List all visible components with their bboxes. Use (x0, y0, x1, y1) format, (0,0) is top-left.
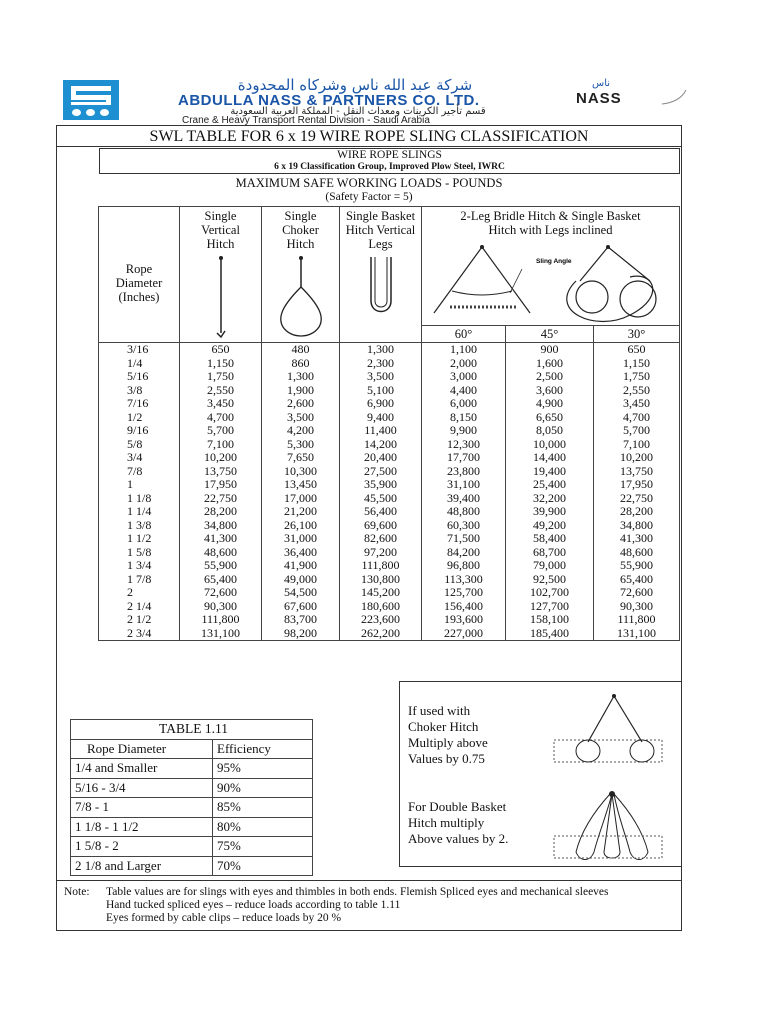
choker-cell: 83,700 (262, 613, 340, 627)
angle-30-cell: 34,800 (594, 519, 680, 533)
angle-30-cell: 41,300 (594, 532, 680, 546)
rope-diameter-cell: 3/4 (99, 451, 180, 465)
choker-cell: 21,200 (262, 505, 340, 519)
basket-note-line3: Above values by 2. (408, 831, 509, 846)
angle-60-cell: 4,400 (422, 384, 506, 398)
basket-cell: 35,900 (340, 478, 422, 492)
angle-60-header: 60° (422, 326, 506, 343)
table-row (99, 559, 680, 573)
rope-diameter-cell: 7/8 (99, 465, 180, 479)
basket-hitch-header (340, 207, 422, 343)
angle-45-cell: 58,400 (506, 532, 594, 546)
angle-30-cell: 5,700 (594, 424, 680, 438)
table-row (99, 451, 680, 465)
table-row (99, 370, 680, 384)
rope-diameter-cell: 1 7/8 (99, 573, 180, 587)
vertical-cell: 13,750 (180, 465, 262, 479)
efficiency-row (71, 837, 313, 857)
table-row (99, 600, 680, 614)
basket-note (408, 799, 508, 847)
company-name-arabic: شركة عبد الله ناس وشركاه المحدودة (237, 76, 473, 94)
angle-60-cell: 23,800 (422, 465, 506, 479)
angle-30-cell: 48,600 (594, 546, 680, 560)
vertical-cell: 72,600 (180, 586, 262, 600)
choker-hitch-header (262, 207, 340, 343)
vertical-hitch-header (180, 207, 262, 343)
rope-diameter-header (99, 207, 180, 343)
efficiency-diameter-cell: 1/4 and Smaller (71, 759, 213, 779)
choker-cell: 26,100 (262, 519, 340, 533)
angle-60-cell: 9,900 (422, 424, 506, 438)
table-row (99, 397, 680, 411)
basket-cell: 111,800 (340, 559, 422, 573)
footnote-divider (56, 880, 682, 881)
basket-cell: 180,600 (340, 600, 422, 614)
vertical-cell: 4,700 (180, 411, 262, 425)
table-row (99, 613, 680, 627)
table-row (99, 586, 680, 600)
angle-45-cell: 25,400 (506, 478, 594, 492)
basket-cell: 3,500 (340, 370, 422, 384)
rope-diameter-cell: 1 3/4 (99, 559, 180, 573)
bridle-hitch-header (422, 207, 680, 326)
angle-45-cell: 39,900 (506, 505, 594, 519)
sub-header-box (99, 148, 680, 174)
angle-45-cell: 10,000 (506, 438, 594, 452)
basket-cell: 223,600 (340, 613, 422, 627)
basket-cell: 6,900 (340, 397, 422, 411)
angle-60-cell: 39,400 (422, 492, 506, 506)
vertical-cell: 1,150 (180, 357, 262, 371)
vertical-cell: 34,800 (180, 519, 262, 533)
angle-60-cell: 3,000 (422, 370, 506, 384)
table-row (99, 343, 680, 357)
division-name: Crane & Heavy Transport Rental Division - Saudi Arabia (182, 115, 430, 126)
choker-cell: 2,600 (262, 397, 340, 411)
vertical-cell: 17,950 (180, 478, 262, 492)
basket-hitch-icon (361, 253, 401, 317)
angle-30-cell: 7,100 (594, 438, 680, 452)
basket-note-line2: Hitch multiply (408, 815, 485, 830)
title-divider (56, 146, 682, 147)
sub-header-line2: 6 x 19 Classification Group, Improved Plow Steel, IWRC (274, 162, 505, 172)
table-row (99, 357, 680, 371)
choker-note-line1: If used with (408, 703, 471, 718)
sub-header-line3: MAXIMUM SAFE WORKING LOADS - POUNDS (235, 176, 503, 190)
angle-30-cell: 13,750 (594, 465, 680, 479)
choker-note (408, 703, 488, 767)
angle-45-cell: 158,100 (506, 613, 594, 627)
angle-30-cell: 22,750 (594, 492, 680, 506)
choker-hitch-icon (275, 255, 327, 339)
angle-30-cell: 650 (594, 343, 680, 357)
bridle-hitch-header-text: 2-Leg Bridle Hitch & Single Basket Hitch with Legs inclined (460, 209, 641, 237)
vertical-cell: 90,300 (180, 600, 262, 614)
footnote-label: Note: (64, 886, 90, 898)
choker-cell: 17,000 (262, 492, 340, 506)
footnote-line2: Hand tucked spliced eyes – reduce loads according to table 1.11 (106, 899, 401, 911)
rope-diameter-cell: 1 1/4 (99, 505, 180, 519)
choker-cell: 54,500 (262, 586, 340, 600)
angle-60-cell: 6,000 (422, 397, 506, 411)
vertical-cell: 10,200 (180, 451, 262, 465)
table-row (99, 627, 680, 641)
brand-swoosh-icon (660, 86, 690, 108)
bridle-hitch-icon (426, 241, 676, 325)
angle-45-cell: 32,200 (506, 492, 594, 506)
multiplier-note-box (399, 681, 682, 867)
choker-cell: 41,900 (262, 559, 340, 573)
basket-cell: 27,500 (340, 465, 422, 479)
angle-45-cell: 185,400 (506, 627, 594, 641)
vertical-cell: 111,800 (180, 613, 262, 627)
rope-diameter-cell: 3/8 (99, 384, 180, 398)
table-row (99, 478, 680, 492)
angle-60-cell: 1,100 (422, 343, 506, 357)
choker-hitch-header-text: Single Choker Hitch (282, 209, 319, 251)
brand-arabic: ناس (592, 78, 611, 89)
efficiency-diameter-cell: 2 1/8 and Larger (71, 856, 213, 876)
rope-diameter-cell: 9/16 (99, 424, 180, 438)
basket-cell: 69,600 (340, 519, 422, 533)
table-row (99, 573, 680, 587)
choker-cell: 4,200 (262, 424, 340, 438)
basket-note-line1: For Double Basket (408, 799, 507, 814)
angle-45-cell: 8,050 (506, 424, 594, 438)
angle-60-cell: 17,700 (422, 451, 506, 465)
angle-30-cell: 131,100 (594, 627, 680, 641)
footnote-line1: Table values are for slings with eyes and thimbles in both ends. Flemish Spliced eyes and mechanical sleeves (106, 886, 609, 898)
angle-45-cell: 127,700 (506, 600, 594, 614)
angle-45-cell: 102,700 (506, 586, 594, 600)
sub-header-line1: WIRE ROPE SLINGS (337, 149, 442, 161)
basket-cell: 45,500 (340, 492, 422, 506)
angle-45-cell: 19,400 (506, 465, 594, 479)
angle-45-cell: 900 (506, 343, 594, 357)
rope-diameter-cell: 1 (99, 478, 180, 492)
efficiency-value-cell: 90% (213, 778, 313, 798)
angle-45-cell: 79,000 (506, 559, 594, 573)
company-logo (63, 80, 119, 120)
table-row (99, 505, 680, 519)
rope-diameter-cell: 2 1/2 (99, 613, 180, 627)
footnote (64, 886, 609, 925)
angle-60-cell: 227,000 (422, 627, 506, 641)
swl-table (98, 206, 680, 641)
vertical-cell: 41,300 (180, 532, 262, 546)
angle-30-cell: 3,450 (594, 397, 680, 411)
angle-45-cell: 1,600 (506, 357, 594, 371)
angle-60-cell: 84,200 (422, 546, 506, 560)
angle-45-cell: 68,700 (506, 546, 594, 560)
choker-cell: 36,400 (262, 546, 340, 560)
angle-45-cell: 6,650 (506, 411, 594, 425)
efficiency-table-body (71, 759, 313, 876)
rope-diameter-cell: 3/16 (99, 343, 180, 357)
efficiency-row (71, 778, 313, 798)
angle-60-cell: 8,150 (422, 411, 506, 425)
table-row (99, 492, 680, 506)
rope-diameter-cell: 1 1/2 (99, 532, 180, 546)
vertical-cell: 48,600 (180, 546, 262, 560)
double-basket-sling-icon (550, 786, 670, 868)
vertical-cell: 650 (180, 343, 262, 357)
basket-cell: 145,200 (340, 586, 422, 600)
rope-diameter-cell: 7/16 (99, 397, 180, 411)
basket-hitch-header-text: Single Basket Hitch Vertical Legs (345, 209, 416, 251)
angle-45-cell: 49,200 (506, 519, 594, 533)
basket-cell: 1,300 (340, 343, 422, 357)
choker-note-line4: Values by 0.75 (408, 751, 485, 766)
table-row (99, 532, 680, 546)
angle-30-cell: 90,300 (594, 600, 680, 614)
rope-diameter-cell: 1 1/8 (99, 492, 180, 506)
table-row (99, 438, 680, 452)
efficiency-value-cell: 80% (213, 817, 313, 837)
table-row (99, 519, 680, 533)
rope-diameter-cell: 1/4 (99, 357, 180, 371)
vertical-cell: 22,750 (180, 492, 262, 506)
rope-diameter-cell: 5/8 (99, 438, 180, 452)
sub-header-line4: (Safety Factor = 5) (325, 191, 413, 203)
vertical-cell: 1,750 (180, 370, 262, 384)
angle-60-cell: 71,500 (422, 532, 506, 546)
table-row (99, 411, 680, 425)
rope-diameter-cell: 1/2 (99, 411, 180, 425)
basket-cell: 5,100 (340, 384, 422, 398)
efficiency-diameter-cell: 1 5/8 - 2 (71, 837, 213, 857)
angle-30-cell: 1,150 (594, 357, 680, 371)
basket-cell: 14,200 (340, 438, 422, 452)
angle-30-cell: 4,700 (594, 411, 680, 425)
efficiency-header-efficiency: Efficiency (213, 739, 313, 759)
basket-cell: 20,400 (340, 451, 422, 465)
choker-note-line2: Choker Hitch (408, 719, 479, 734)
efficiency-header-diameter: Rope Diameter (71, 739, 213, 759)
angle-45-header: 45° (506, 326, 594, 343)
angle-30-cell: 72,600 (594, 586, 680, 600)
choker-cell: 49,000 (262, 573, 340, 587)
angle-60-cell: 31,100 (422, 478, 506, 492)
vertical-hitch-icon (206, 255, 236, 339)
angle-30-cell: 111,800 (594, 613, 680, 627)
choker-cell: 1,300 (262, 370, 340, 384)
angle-60-cell: 125,700 (422, 586, 506, 600)
efficiency-value-cell: 75% (213, 837, 313, 857)
choker-note-line3: Multiply above (408, 735, 488, 750)
basket-cell: 82,600 (340, 532, 422, 546)
angle-30-cell: 17,950 (594, 478, 680, 492)
angle-60-cell: 2,000 (422, 357, 506, 371)
angle-30-cell: 10,200 (594, 451, 680, 465)
angle-30-cell: 55,900 (594, 559, 680, 573)
vertical-cell: 28,200 (180, 505, 262, 519)
basket-cell: 2,300 (340, 357, 422, 371)
vertical-cell: 65,400 (180, 573, 262, 587)
angle-60-cell: 193,600 (422, 613, 506, 627)
angle-60-cell: 156,400 (422, 600, 506, 614)
choker-cell: 13,450 (262, 478, 340, 492)
rope-diameter-cell: 2 (99, 586, 180, 600)
basket-cell: 262,200 (340, 627, 422, 641)
efficiency-table (70, 719, 313, 876)
angle-60-cell: 12,300 (422, 438, 506, 452)
company-name: ABDULLA NASS & PARTNERS CO. LTD. (178, 92, 480, 109)
basket-cell: 130,800 (340, 573, 422, 587)
angle-30-cell: 2,550 (594, 384, 680, 398)
vertical-cell: 5,700 (180, 424, 262, 438)
basket-cell: 97,200 (340, 546, 422, 560)
angle-45-cell: 3,600 (506, 384, 594, 398)
vertical-cell: 2,550 (180, 384, 262, 398)
efficiency-value-cell: 95% (213, 759, 313, 779)
efficiency-diameter-cell: 7/8 - 1 (71, 798, 213, 818)
choker-cell: 3,500 (262, 411, 340, 425)
efficiency-diameter-cell: 5/16 - 3/4 (71, 778, 213, 798)
swl-table-body (99, 343, 680, 641)
choker-cell: 1,900 (262, 384, 340, 398)
angle-30-header: 30° (594, 326, 680, 343)
vertical-hitch-header-text: Single Vertical Hitch (201, 209, 240, 251)
angle-60-cell: 60,300 (422, 519, 506, 533)
angle-45-cell: 14,400 (506, 451, 594, 465)
table-row (99, 384, 680, 398)
rope-diameter-cell: 1 5/8 (99, 546, 180, 560)
footnote-line3: Eyes formed by cable clips – reduce loads by 20 % (106, 912, 342, 924)
basket-cell: 11,400 (340, 424, 422, 438)
angle-60-cell: 48,800 (422, 505, 506, 519)
efficiency-value-cell: 70% (213, 856, 313, 876)
angle-30-cell: 65,400 (594, 573, 680, 587)
angle-60-cell: 113,300 (422, 573, 506, 587)
efficiency-row (71, 817, 313, 837)
efficiency-row (71, 856, 313, 876)
angle-45-cell: 2,500 (506, 370, 594, 384)
vertical-cell: 3,450 (180, 397, 262, 411)
vertical-cell: 131,100 (180, 627, 262, 641)
efficiency-diameter-cell: 1 1/8 - 1 1/2 (71, 817, 213, 837)
choker-cell: 67,600 (262, 600, 340, 614)
rope-diameter-header-text: Rope Diameter (Inches) (115, 261, 163, 304)
choker-cell: 7,650 (262, 451, 340, 465)
efficiency-table-title: TABLE 1.11 (71, 720, 313, 740)
angle-45-cell: 4,900 (506, 397, 594, 411)
rope-diameter-cell: 5/16 (99, 370, 180, 384)
rope-diameter-cell: 2 3/4 (99, 627, 180, 641)
basket-cell: 56,400 (340, 505, 422, 519)
table-row (99, 546, 680, 560)
choker-cell: 860 (262, 357, 340, 371)
efficiency-row (71, 759, 313, 779)
angle-30-cell: 28,200 (594, 505, 680, 519)
rope-diameter-cell: 2 1/4 (99, 600, 180, 614)
efficiency-row (71, 798, 313, 818)
efficiency-value-cell: 85% (213, 798, 313, 818)
angle-30-cell: 1,750 (594, 370, 680, 384)
choker-cell: 10,300 (262, 465, 340, 479)
choker-cell: 98,200 (262, 627, 340, 641)
choker-cell: 480 (262, 343, 340, 357)
vertical-cell: 55,900 (180, 559, 262, 573)
choker-cell: 31,000 (262, 532, 340, 546)
vertical-cell: 7,100 (180, 438, 262, 452)
page-title: SWL TABLE FOR 6 x 19 WIRE ROPE SLING CLASSIFICATION (149, 128, 589, 145)
division-arabic: قسم تأجير الكرينات ومعدات النقل - المملكة العربية السعودية (230, 106, 486, 117)
table-row (99, 465, 680, 479)
basket-cell: 9,400 (340, 411, 422, 425)
sling-angle-label: Sling Angle (535, 258, 572, 265)
brand-logo-text: NASS (576, 90, 622, 107)
angle-45-cell: 92,500 (506, 573, 594, 587)
table-row (99, 424, 680, 438)
choker-sling-icon (550, 690, 670, 772)
angle-60-cell: 96,800 (422, 559, 506, 573)
rope-diameter-cell: 1 3/8 (99, 519, 180, 533)
choker-cell: 5,300 (262, 438, 340, 452)
